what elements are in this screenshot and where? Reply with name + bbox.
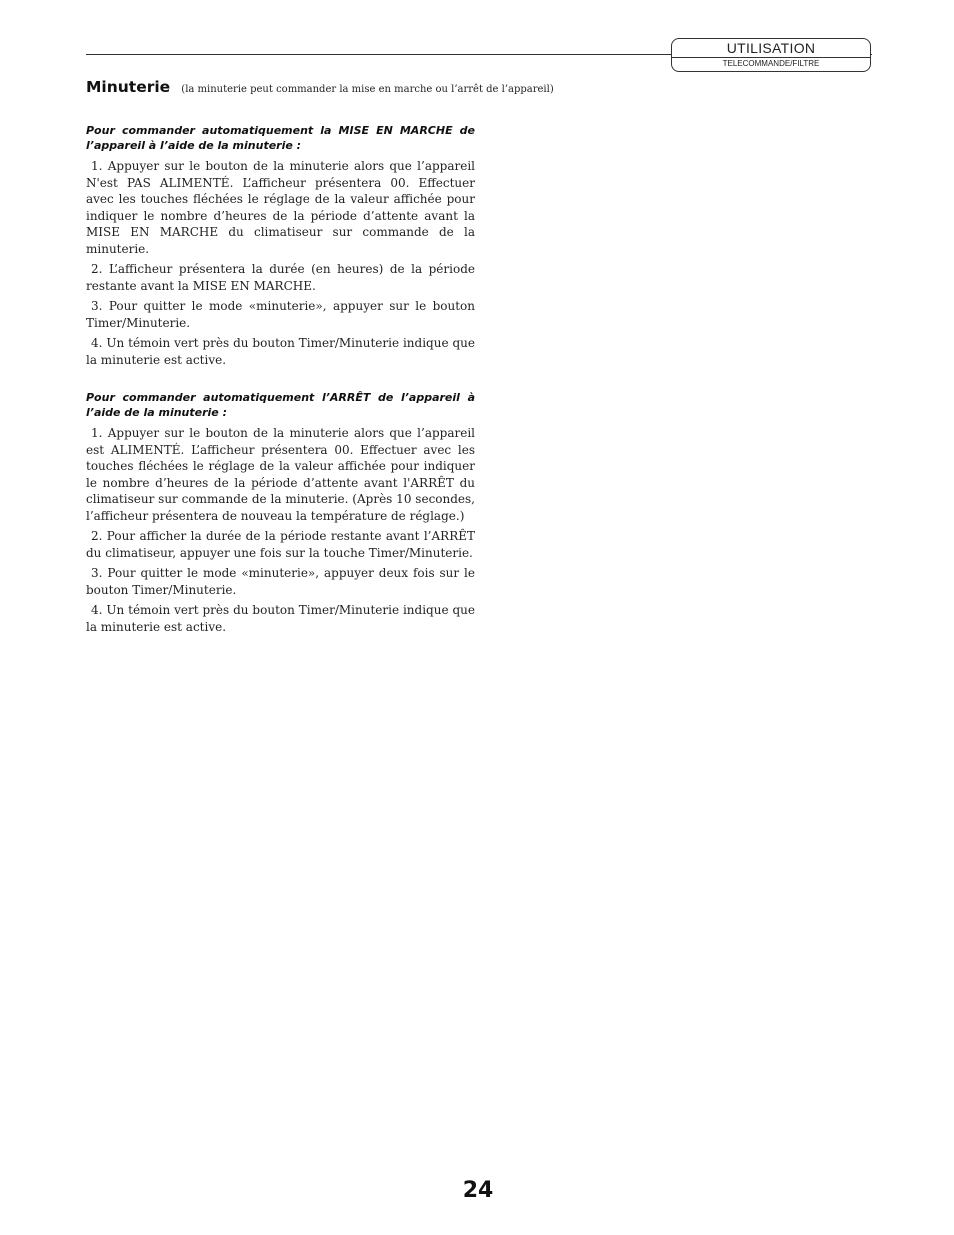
section-tab-title: UTILISATION [726, 40, 816, 56]
step-item: 4. Un témoin vert près du bouton Timer/Minuterie indique que la minuterie est active. [86, 336, 475, 367]
step-item: 4. Un témoin vert près du bouton Timer/Minuterie indique que la minuterie est active. [86, 603, 475, 634]
step-item: 1. Appuyer sur le bouton de la minuterie alors que l’appareil N'est PAS ALIMENTÉ. L’afficheur présentera 00. Effectuer avec les touches fléchées le réglage de la valeur affichée pour indiquer le nombre d’heures de la période d’attente avant la MISE EN MARCHE du climatiseur sur commande de la minuterie. [86, 159, 475, 256]
step-item: 2. L’afficheur présentera la durée (en heures) de la période restante avant la MISE EN MARCHE. [86, 262, 475, 293]
page-heading [86, 77, 554, 96]
step-item: 2. Pour afficher la durée de la période restante avant l’ARRÊT du climatiseur, appuyer une fois sur la touche Timer/Minuterie. [86, 529, 475, 560]
step-item: 1. Appuyer sur le bouton de la minuterie alors que l’appareil est ALIMENTÉ. L’afficheur présentera 00. Effectuer avec les touches fléchées le réglage de la valeur affichée pour indiquer le nombre d’heures de la période d’attente avant l'ARRÊT du climatiseur sur commande de la minuterie. (Après 10 secondes, l’afficheur présentera de nouveau la température de réglage.) [86, 426, 475, 523]
step-item: 3. Pour quitter le mode «minuterie», appuyer sur le bouton Timer/Minuterie. [86, 299, 475, 330]
section-timer-on [86, 123, 475, 372]
section-tab-subtitle: TELECOMMANDE/FILTRE [722, 59, 820, 68]
step-item: 3. Pour quitter le mode «minuterie», appuyer deux fois sur le bouton Timer/Minuterie. [86, 566, 475, 597]
section-heading: Pour commander automatiquement la MISE EN MARCHE de l’appareil à l’aide de la minuterie : [86, 124, 475, 152]
section-heading: Pour commander automatiquement l’ARRÊT de l’appareil à l’aide de la minuterie : [86, 391, 475, 419]
page-number: 24 [462, 1178, 494, 1203]
page-title: Minuterie [86, 78, 171, 96]
page-title-note: (la minuterie peut commander la mise en marche ou l’arrêt de l’appareil) [181, 84, 554, 95]
section-tab-divider [672, 57, 870, 58]
section-timer-off [86, 390, 475, 639]
section-tab [671, 38, 871, 72]
